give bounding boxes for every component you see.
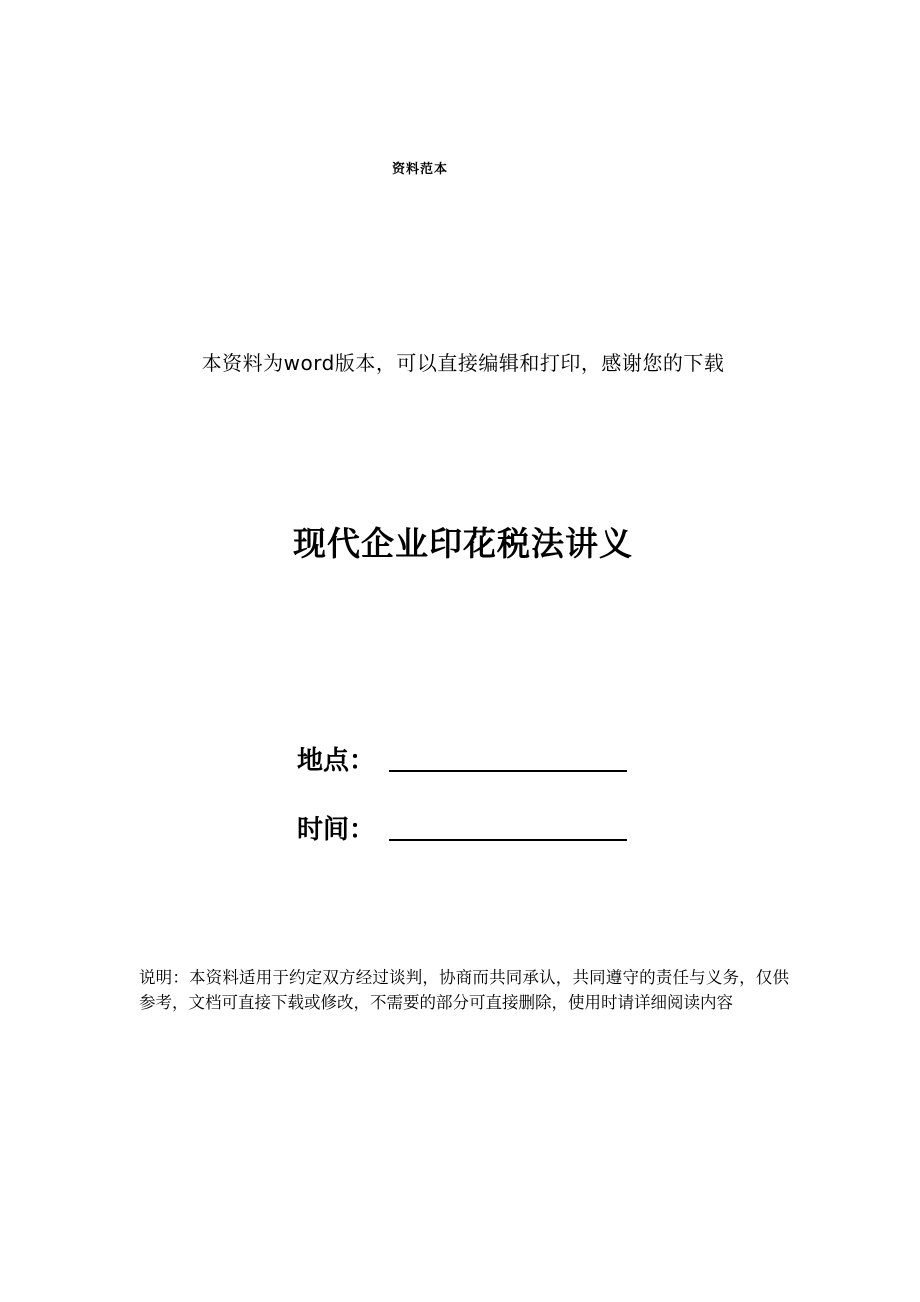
location-blank-line xyxy=(389,770,627,772)
time-field xyxy=(297,807,627,847)
usage-note: 说明：本资料适用于约定双方经过谈判，协商而共同承认，共同遵守的责任与义务，仅供参考，文档可直接下载或修改，不需要的部分可直接删除，使用时请详细阅读内容 xyxy=(139,968,789,1012)
header-label: 资料范本 xyxy=(391,162,448,177)
document-title: 现代企业印花税法讲义 xyxy=(293,524,633,563)
time-blank-line xyxy=(389,839,627,841)
location-field xyxy=(297,738,627,778)
time-label: 时间： xyxy=(297,815,376,845)
download-notice: 本资料为word版本，可以直接编辑和打印，感谢您的下载 xyxy=(201,351,725,375)
location-label: 地点： xyxy=(297,746,376,776)
